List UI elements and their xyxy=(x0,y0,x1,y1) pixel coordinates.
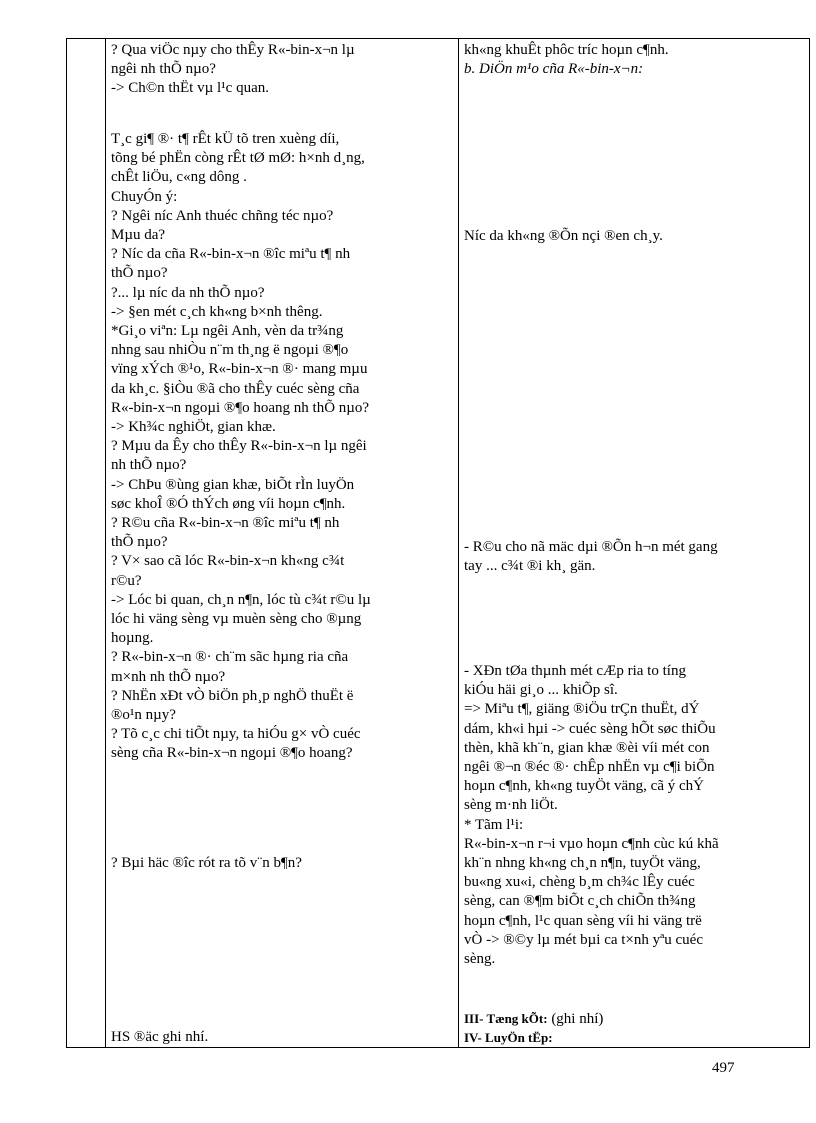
text-line: * Tãm l¹i: xyxy=(464,816,524,833)
text-line: nhng sau nhiÒu n¨m th¸ng ë ngoµi ®¶o xyxy=(111,342,349,359)
text-line: ? Bµi häc ®îc rót ra tõ v¨n b¶n? xyxy=(111,855,302,871)
text-line: tõng bé phËn còng rÊt tØ mØ: h×nh d¸ng, xyxy=(111,150,365,167)
text-line: dám, kh«i hµi -> cuéc sèng hÕt søc thiÕu xyxy=(464,720,716,737)
text-line: r©u? xyxy=(111,572,142,589)
teacher-questions-column xyxy=(106,39,459,1048)
text-line: R«-bin-x¬n r¬i vµo hoµn c¶nh cùc kú khã xyxy=(464,835,719,852)
text-line: Níc da kh«ng ®Õn nçi ®en ch¸y. xyxy=(464,228,663,244)
text-line: ? V× sao cã lóc R«-bin-x¬n kh«ng c¾t xyxy=(111,553,345,570)
text-line: bu«ng xu«i, chèng b¸m ch¾c lÊy cuéc xyxy=(464,874,695,891)
practice-line xyxy=(464,1028,553,1048)
text-line: vïng xÝch ®¹o, R«-bin-x¬n ®· mang mµu xyxy=(111,361,368,378)
page-number: 497 xyxy=(712,1060,735,1076)
lesson-table xyxy=(66,38,810,1048)
text-line: ngêi ®¬n ®éc ®· chÊp nhËn vµ c¶i biÕn xyxy=(464,759,715,775)
text-line: sèng, can ®¶m biÕt c¸ch chiÕn th¾ng xyxy=(464,893,696,910)
text-line: ChuyÓn ý: xyxy=(111,188,178,205)
text-line: HS ®äc ghi nhí. xyxy=(111,1029,209,1045)
text-line: m×nh nh thÕ nµo? xyxy=(111,668,226,685)
text-line: ®o¹n nµy? xyxy=(111,707,176,723)
text-line: thèn, khã kh¨n, gian khæ ®èi víi mét con xyxy=(464,739,710,756)
text-line: R«-bin-x¬n ngoµi ®¶o hoang nh thÕ nµo? xyxy=(111,399,370,416)
text-line: thÕ nµo? xyxy=(111,534,168,551)
text-line: -> Ch©n thËt vµ l¹c quan. xyxy=(111,80,269,96)
text-line: - XÐn tØa thµnh mét cÆp ria to tíng xyxy=(464,663,686,679)
text-line: sèng. xyxy=(464,951,496,967)
text-line: chÊt liÖu, c«ng dông . xyxy=(111,169,247,186)
section-heading: b. DiÖn m¹o cña R«-bin-x¬n: xyxy=(464,61,644,77)
text-line: -> Kh¾c nghiÖt, gian khæ. xyxy=(111,419,276,435)
text-line: lóc hi väng sèng vµ muèn sèng cho ®µng xyxy=(111,611,362,627)
text-line: ? Níc da cña R«-bin-x¬n ®îc miªu t¶ nh xyxy=(111,246,351,263)
text-line: sèng m·nh liÖt. xyxy=(464,797,558,814)
text-line: hoµn c¶nh, l¹c quan sèng víi hi väng trë xyxy=(464,912,702,929)
text-line: hoµn c¶nh, kh«ng tuyÖt väng, cã ý chÝ xyxy=(464,778,704,795)
text-line: kiÓu häi gi¸o ... khiÕp sî. xyxy=(464,682,618,699)
practice-label: IV- LuyÖn tËp: xyxy=(464,1030,553,1045)
text-line: T¸c gi¶ ®· t¶ rÊt kÜ tõ tren xuèng díi, xyxy=(111,131,340,147)
table-row xyxy=(67,39,810,1048)
summary-text: (ghi nhí) xyxy=(547,1011,604,1027)
text-line: nh thÕ nµo? xyxy=(111,457,187,474)
summary-line xyxy=(464,1009,603,1029)
text-line: -> Lóc bi quan, ch¸n n¶n, lóc tù c¾t r©u lµ xyxy=(111,591,371,608)
text-line: ? Ngêi níc Anh thuéc chñng téc nµo? xyxy=(111,207,334,224)
text-line: ? Tõ c¸c chi tiÕt nµy, ta hiÓu g× vÒ cuéc xyxy=(111,726,361,743)
notes-column xyxy=(459,39,810,1048)
text-line: ? Mµu da Êy cho thÊy R«-bin-x¬n lµ ngêi xyxy=(111,438,367,455)
text-line: - R©u cho nã mäc dµi ®Õn h¬n mét gang xyxy=(464,539,718,555)
text-line: ?... lµ níc da nh thÕ nµo? xyxy=(111,284,265,301)
text-line: da kh¸c. §iÒu ®ã cho thÊy cuéc sèng cña xyxy=(111,380,360,397)
text-line: tay ... c¾t ®i kh¸ gän. xyxy=(464,558,596,575)
text-line: ? NhËn xÐt vÒ biÖn ph¸p nghÖ thuËt ë xyxy=(111,687,354,704)
text-line: Mµu da? xyxy=(111,227,166,243)
text-line: søc khoÎ ®Ó thÝch øng víi hoµn c¶nh. xyxy=(111,495,346,512)
summary-label: III- Tæng kÕt: xyxy=(464,1011,548,1026)
text-line: => Miªu t¶, giäng ®iÖu trÇn thuËt, dÝ xyxy=(464,701,700,718)
text-line: hoµng. xyxy=(111,630,154,647)
text-line: thÕ nµo? xyxy=(111,265,168,282)
text-line: ? R©u cña R«-bin-x¬n ®îc miªu t¶ nh xyxy=(111,515,340,531)
text-line: *Gi¸o viªn: Lµ ngêi Anh, vèn da tr¾ng xyxy=(111,323,344,339)
text-line: -> §en mét c¸ch kh«ng b×nh thêng. xyxy=(111,303,323,320)
text-line: ? Qua viÖc nµy cho thÊy R«-bin-x¬n lµ xyxy=(111,42,355,58)
empty-first-column xyxy=(67,39,106,1048)
text-line: ngêi nh thÕ nµo? xyxy=(111,61,216,77)
text-line: kh«ng khuÊt phôc tríc hoµn c¶nh. xyxy=(464,42,669,58)
text-line: vÒ -> ®©y lµ mét bµi ca t×nh yªu cuéc xyxy=(464,931,703,948)
text-line: sèng cña R«-bin-x¬n ngoµi ®¶o hoang? xyxy=(111,745,353,762)
text-line: ? R«-bin-x¬n ®· ch¨m sãc hµng ria cña xyxy=(111,649,349,666)
text-line: kh¨n nhng kh«ng ch¸n n¶n, tuyÖt väng, xyxy=(464,855,701,871)
text-line: -> ChÞu ®ùng gian khæ, biÕt rÌn luyÖn xyxy=(111,476,355,493)
